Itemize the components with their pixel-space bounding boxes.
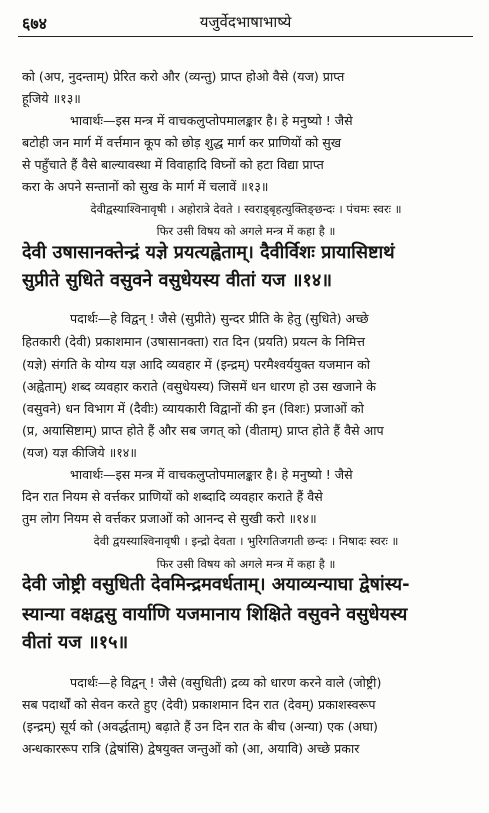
mantra-line: वीतां यज ॥१५॥ — [22, 632, 129, 653]
page-title: यजुर्वेदभाषाभाष्ये — [199, 13, 292, 31]
text-line: (वसुवने) धन विभाग में (दैवीः) व्यायकारी विद्वानों की इन (विशः) प्रजाओं को — [22, 401, 364, 416]
bhavarth-line: भावार्थः—इस मन्त्र में वाचकलुप्तोपमालङ्कार है। हे मनुष्यो ! जैसे — [70, 467, 353, 482]
padarth-line: पदार्थः—हे विद्वन् ! जैसे (वसुधिती) द्रव्य को धारण करने वाले (जोष्ट्री) — [70, 675, 382, 690]
page-header — [18, 10, 473, 37]
mantra-line: देवी उषासानक्तेन्द्रं यज्ञे प्रयत्यह्वेताम्। दैवीर्विशः प्रायासिष्टाथं — [22, 242, 395, 263]
text-line: (यज्ञे) संगति के योग्य यज्ञ आदि व्यवहार में (इन्द्रम्) परमैश्वर्ययुक्त यजमान को — [22, 357, 371, 372]
text-line: से पहुँचाते हैं वैसे बाल्यावस्था में विवाहादि विघ्नों को हटा विद्या प्राप्त — [22, 157, 324, 172]
text-line: (प्र, अयासिष्टाम्) प्राप्त होते हैं और सब जगत् को (वीताम्) प्राप्त होते हैं वैसे आप — [22, 423, 384, 438]
padarth-line: पदार्थः—हे विद्वन् ! जैसे (सुप्रीते) सुन्दर प्रीति के हेतु (सुधिते) अच्छे — [70, 311, 369, 326]
text-line: सब पदार्थों को सेवन करते हुए (देवी) प्रकाशमान दिन रात (देवम्) प्रकाशस्वरूप — [22, 697, 376, 712]
page-number: ६७४ — [22, 14, 47, 33]
rishi-devata-line: देवी द्वयस्याश्विनावृषी । इन्द्रो देवता । भुरिगतिजगती छन्दः । निषादः स्वरः ॥ — [93, 534, 399, 548]
mantra-line: सुप्रीते सुधिते वसुवने वसुधेयस्य वीतां यज ॥१४॥ — [22, 270, 333, 291]
rishi-devata-line: देवीद्वस्याश्विनावृषी । अहोरात्रे देवते । स्वराड्बृहत्युक्तिङ्छन्दः । पंचमः स्वरः ॥ — [90, 202, 402, 216]
intro-line: फिर उसी विषय को अगले मन्त्र में कहा है ॥ — [156, 224, 336, 238]
text-line: (इन्द्रम्) सूर्य को (अवर्द्धताम्) बढ़ाते हैं उन दिन रात के बीच (अन्या) एक (अघा) — [22, 719, 378, 734]
intro-line: फिर उसी विषय को अगले मन्त्र में कहा है ॥ — [156, 557, 336, 571]
mantra-line: देवी जोष्ट्री वसुधिती देवमिन्द्रमवर्धताम्। अयाव्यन्याघा द्वेषांस्य- — [22, 574, 410, 595]
text-line: करा के अपने सन्तानों को सुख के मार्ग में चलावें ॥१३॥ — [22, 179, 269, 194]
text-line: हूजिये ॥१३॥ — [22, 91, 81, 106]
text-line: अन्धकाररूप रात्रि (द्वेषांसि) द्वेषयुक्त जन्तुओं को (आ, अयावि) अच्छे प्रकार — [22, 741, 360, 756]
text-line: को (अप, नुदन्ताम्) प्रेरित करो और (व्यन्तु) प्राप्त होओ वैसे (यज) प्राप्त — [22, 69, 345, 84]
text-line: तुम लोग नियम से वर्त्तकर प्रजाओं को आनन्द से सुखी करो ॥१४॥ — [22, 511, 317, 526]
text-line: (यज) यज्ञ कीजिये ॥१४॥ — [22, 445, 137, 460]
bhavarth-line: भावार्थः—इस मन्त्र में वाचकलुप्तोपमालङ्कार है। हे मनुष्यो ! जैसे — [70, 113, 353, 128]
mantra-line: स्यान्या वक्षद्वसु वार्याणि यजमानाय शिक्षिते वसुवने वसुधेयस्य — [22, 604, 408, 625]
text-line: बटोही जन मार्ग में वर्त्तमान कूप को छोड़ शुद्ध मार्ग कर प्राणियों को सुख — [22, 135, 342, 150]
text-line: दिन रात नियम से वर्त्तकर प्राणियों को शब्दादि व्यवहार कराते हैं वैसे — [22, 489, 323, 504]
text-line: हितकारी (देवी) प्रकाशमान (उषासानक्ता) रात दिन (प्रयति) प्रयत्न के निमित्त — [22, 334, 365, 349]
text-line: (अह्वेताम्) शब्द व्यवहार कराते (वसुधेयस्य) जिसमें धन धारण हो उस खजाने के — [22, 379, 376, 394]
